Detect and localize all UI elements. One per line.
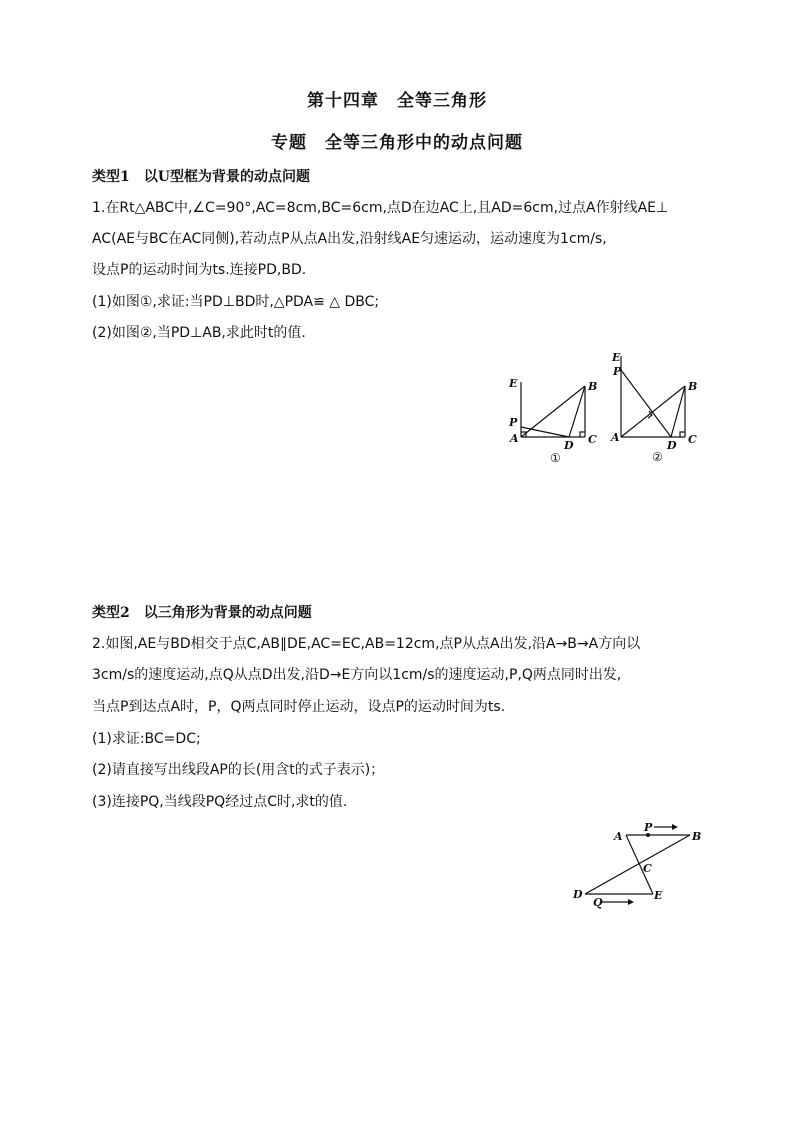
fig2-caption: ② <box>652 450 663 464</box>
fig3-label-a: A <box>614 830 623 843</box>
fig1-label-a: A <box>510 432 519 445</box>
type2-line-2: 3cm/s的速度运动,点Q从点D出发,沿D→E方向以1cm/s的速度运动,P,Q两点同时出发, <box>92 667 622 683</box>
type2-part-2: (2)请直接写出线段AP的长(用含t的式子表示)； <box>92 762 385 778</box>
type2-part-3: (3)连接PQ,当线段PQ经过点C时,求t的值. <box>92 794 348 810</box>
type2-heading: 类型2 以三角形为背景的动点问题 <box>92 605 312 621</box>
fig2-label-d: D <box>667 439 677 452</box>
fig3-label-e: E <box>654 889 663 902</box>
figure-2 <box>605 348 705 466</box>
type1-line-3: 设点P的运动时间为ts.连接PD,BD. <box>92 262 307 278</box>
fig1-label-p: P <box>509 416 518 429</box>
fig3-label-b: B <box>692 830 702 843</box>
fig1-caption: ① <box>550 451 561 465</box>
fig2-label-b: B <box>688 380 698 393</box>
fig1-label-d: D <box>564 439 574 452</box>
chapter-title: 第十四章 全等三角形 <box>307 91 487 111</box>
fig2-label-p: P <box>613 365 622 378</box>
type1-part-1: (1)如图①,求证:当PD⊥BD时,△PDA≌ △ DBC; <box>92 294 380 310</box>
fig1-label-c: C <box>588 433 597 446</box>
type2-line-3: 当点P到达点A时，P，Q两点同时停止运动，设点P的运动时间为ts. <box>92 699 506 715</box>
fig3-label-d: D <box>573 888 583 901</box>
type1-heading: 类型1 以U型框为背景的动点问题 <box>92 169 310 185</box>
type2-line-1: 2.如图,AE与BD相交于点C,AB∥DE,AC=EC,AB=12cm,点P从点A出发,沿A→B→A方向以 <box>92 636 641 652</box>
type2-part-1: (1)求证:BC=DC; <box>92 731 201 747</box>
topic-title: 专题 全等三角形中的动点问题 <box>271 133 523 153</box>
fig1-label-b: B <box>588 380 598 393</box>
fig3-label-p: P <box>644 821 653 834</box>
fig3-label-q: Q <box>593 896 603 909</box>
fig1-label-e: E <box>509 377 518 390</box>
type1-part-2: (2)如图②,当PD⊥AB,求此时t的值. <box>92 325 306 341</box>
type1-line-1: 1.在Rt△ABC中,∠C=90°,AC=8cm,BC=6cm,点D在边AC上,且AD=6cm,过点A作射线AE⊥ <box>92 200 669 216</box>
fig2-label-c: C <box>688 433 697 446</box>
figure-3 <box>568 818 708 910</box>
fig2-label-e: E <box>612 351 621 364</box>
fig2-label-a: A <box>611 431 620 444</box>
fig3-label-c: C <box>643 862 652 875</box>
type1-line-2: AC(AE与BC在AC同侧),若动点P从点A出发,沿射线AE匀速运动，运动速度为1cm/s, <box>92 231 607 247</box>
figure-1 <box>505 370 605 466</box>
